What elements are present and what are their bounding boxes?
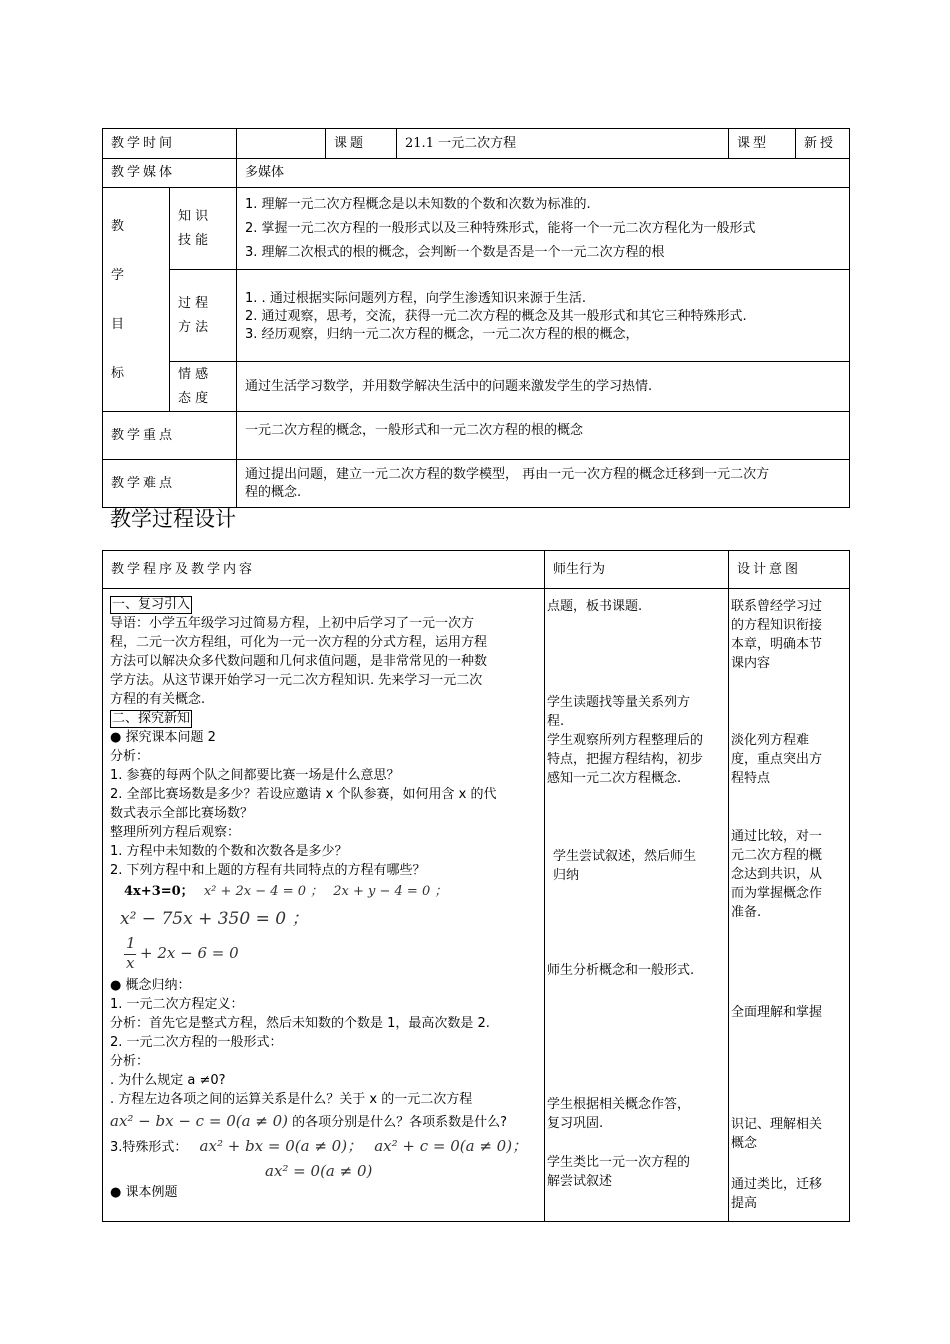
definition-1-analysis: 分析：首先它是整式方程，然后未知数的个数是 1，最高次数是 2. bbox=[110, 1016, 490, 1031]
intent-6 bbox=[731, 1175, 822, 1213]
analysis-label: 分析： bbox=[110, 749, 150, 764]
equation-5 bbox=[110, 934, 538, 976]
intro-line: 方法可以解决众多代数问题和几何求值问题，是非常常见的一种数 bbox=[110, 654, 488, 669]
process-table bbox=[102, 550, 850, 1222]
difficulty-value bbox=[237, 460, 850, 508]
intent-2-line: 淡化列方程难 bbox=[731, 733, 810, 748]
general-form-row bbox=[110, 1109, 538, 1133]
behavior-5 bbox=[547, 1095, 690, 1133]
intent-1-line: 的方程知识衔接 bbox=[731, 618, 823, 633]
process-goal-item: 3. 经历观察，归纳一元二次方程的概念，一元二次方程的根的概念， bbox=[245, 327, 639, 342]
teaching-time-label: 教学时间 bbox=[103, 129, 237, 159]
equation-3: 2x + y − 4 = 0 ； bbox=[333, 884, 448, 899]
question-1: 1. 参赛的每两个队之间都要比赛一场是什么意思？ bbox=[110, 768, 400, 783]
knowledge-goal-item: 1. 理解一元二次方程概念是以未知数的个数和次数为标准的. bbox=[245, 196, 591, 212]
topic-label: 课题 bbox=[326, 129, 397, 159]
intent-4: 全面理解和掌握 bbox=[731, 1005, 823, 1020]
observe-2: 2. 下列方程中和上题的方程有共同特点的方程有哪些？ bbox=[110, 863, 426, 878]
goals-label bbox=[103, 188, 170, 412]
difficulty-label: 教学难点 bbox=[103, 460, 237, 508]
observe-1: 1. 方程中未知数的个数和次数各是多少？ bbox=[110, 844, 348, 859]
intent-2-line: 度，重点突出方 bbox=[731, 752, 823, 767]
section-title: 教学过程设计 bbox=[110, 507, 236, 531]
definition-2-analysis: 分析： bbox=[110, 1054, 150, 1069]
process-goal-item: 1. . 通过根据实际问题列方程，向学生渗透知识来源于生活. bbox=[245, 291, 586, 306]
key-point-value: 一元二次方程的概念，一般形式和一元二次方程的根的概念 bbox=[237, 412, 850, 460]
behavior-2-line: 学生读题找等量关系列方 bbox=[547, 695, 691, 710]
emotion-goal: 通过生活学习数学，并用数学解决生活中的问题来激发学生的学习热情. bbox=[237, 362, 850, 412]
intro-line: 方程的有关概念. bbox=[110, 692, 206, 707]
behavior-column bbox=[545, 589, 729, 1222]
intent-6-line: 提高 bbox=[731, 1196, 758, 1211]
special-form-2: ax² + c = 0(a ≠ 0)； bbox=[374, 1137, 528, 1155]
content-column bbox=[103, 589, 545, 1222]
section-review-title: 一、复习引入 bbox=[112, 597, 191, 612]
intent-2-line: 程特点 bbox=[731, 771, 771, 786]
media-label: 教学媒体 bbox=[103, 159, 237, 188]
knowledge-label-line: 知 识 bbox=[178, 208, 209, 224]
intro-line: 学方法。从这节课开始学习一元二次方程知识. 先来学习一元二次 bbox=[110, 673, 483, 688]
equation-1: 4x+3=0； bbox=[124, 884, 194, 899]
intent-5 bbox=[731, 1115, 822, 1153]
behavior-3-line: 学生尝试叙述，然后师生 bbox=[553, 849, 697, 864]
topic-value: 21.1 一元二次方程 bbox=[397, 129, 729, 159]
process-label bbox=[170, 270, 237, 362]
knowledge-label bbox=[170, 188, 237, 270]
explore-bullet: ● 探究课本问题 2 bbox=[110, 730, 216, 745]
intent-1-line: 课内容 bbox=[731, 656, 771, 671]
example-bullet: ● 课本例题 bbox=[110, 1185, 178, 1200]
special-forms-label: 3.特殊形式： bbox=[110, 1140, 188, 1155]
difficulty-line: 通过提出问题，建立一元二次方程的数学模型， 再由一元一次方程的概念迁移到一元二次方 bbox=[245, 466, 770, 482]
behavior-2-line: 感知一元二次方程概念. bbox=[547, 771, 682, 786]
intent-3-line: 元二次方程的概 bbox=[731, 848, 823, 863]
behavior-6 bbox=[547, 1153, 690, 1191]
intent-3-line: 准备. bbox=[731, 905, 762, 920]
intent-column bbox=[729, 589, 850, 1222]
lesson-info-table bbox=[102, 128, 850, 508]
fraction-denominator: x bbox=[126, 954, 135, 972]
header-intent: 设计意图 bbox=[729, 551, 850, 589]
general-form-question: 的各项分别是什么？各项系数是什么? bbox=[292, 1115, 508, 1130]
general-form-equation: ax² − bx − c = 0(a ≠ 0) bbox=[110, 1112, 289, 1130]
emotion-label-line: 态 度 bbox=[178, 390, 209, 406]
equation-row bbox=[110, 880, 538, 904]
behavior-5-line: 复习巩固. bbox=[547, 1116, 604, 1131]
behavior-1: 点题，板书课题. bbox=[547, 599, 643, 614]
observe-label: 整理所列方程后观察： bbox=[110, 825, 241, 840]
question-2: 2. 全部比赛场数是多少？若设应邀请 x 个队参赛，如何用含 x 的代 bbox=[110, 787, 497, 802]
behavior-6-line: 学生类比一元一次方程的 bbox=[547, 1155, 691, 1170]
definition-2: 2. 一元二次方程的一般形式： bbox=[110, 1035, 283, 1050]
intent-5-line: 概念 bbox=[731, 1136, 758, 1151]
process-goals bbox=[237, 270, 850, 362]
intent-5-line: 识记、理解相关 bbox=[731, 1117, 823, 1132]
key-point-label: 教学重点 bbox=[103, 412, 237, 460]
intent-3-line: 念达到共识，从 bbox=[731, 867, 823, 882]
goals-char: 目 bbox=[111, 316, 125, 332]
intro-line: 导语：小学五年级学习过简易方程，上初中后学习了一元一次方 bbox=[110, 616, 475, 631]
emotion-label bbox=[170, 362, 237, 412]
behavior-3 bbox=[553, 847, 696, 885]
goals-char: 标 bbox=[111, 365, 125, 381]
intent-3 bbox=[731, 827, 822, 922]
equation-5-rest: + 2x − 6 = 0 bbox=[140, 944, 239, 962]
special-form-1: ax² + bx = 0(a ≠ 0)； bbox=[199, 1137, 363, 1155]
behavior-4: 师生分析概念和一般形式. bbox=[547, 963, 695, 978]
intent-3-line: 通过比较，对一 bbox=[731, 829, 823, 844]
header-behavior: 师生行为 bbox=[545, 551, 729, 589]
goals-char: 学 bbox=[111, 267, 125, 283]
knowledge-goal-item: 2. 掌握一元二次方程的一般形式以及三种特殊形式，能将一个一元二次方程化为一般形式 bbox=[245, 220, 756, 236]
intro-line: 程，二元一次方程组，可化为一元一次方程的分式方程，运用方程 bbox=[110, 635, 488, 650]
knowledge-label-line: 技 能 bbox=[178, 232, 209, 248]
intent-1-line: 联系曾经学习过 bbox=[731, 599, 823, 614]
lesson-type-value: 新授 bbox=[796, 129, 850, 159]
intent-1 bbox=[731, 597, 822, 673]
behavior-2-line: 特点，把握方程结构，初步 bbox=[547, 752, 704, 767]
special-forms-row bbox=[110, 1133, 538, 1159]
intent-2 bbox=[731, 731, 822, 788]
concept-bullet: ● 概念归纳： bbox=[110, 978, 191, 993]
behavior-2-line: 程. bbox=[547, 714, 565, 729]
intent-6-line: 通过类比，迁移 bbox=[731, 1177, 823, 1192]
process-goal-item: 2. 通过观察，思考，交流，获得一元二次方程的概念及其一般形式和其它三种特殊形式. bbox=[245, 309, 747, 324]
goals-char: 教 bbox=[111, 218, 125, 234]
fraction-numerator: 1 bbox=[126, 934, 136, 952]
why-question: . 为什么规定 a ≠0? bbox=[110, 1073, 226, 1088]
media-value: 多媒体 bbox=[237, 159, 850, 188]
difficulty-line: 程的概念. bbox=[245, 484, 302, 500]
emotion-label-line: 情 感 bbox=[178, 366, 209, 382]
knowledge-goal-item: 3. 理解二次根式的根的概念，会判断一个数是否是一个一元二次方程的根 bbox=[245, 244, 665, 260]
intent-3-line: 而为掌握概念作 bbox=[731, 886, 823, 901]
behavior-2 bbox=[547, 693, 703, 788]
equation-2: x² + 2x − 4 = 0 ； bbox=[203, 884, 324, 899]
section-explore-title: 二、探究新知 bbox=[112, 711, 191, 726]
teaching-time-value bbox=[237, 129, 326, 159]
knowledge-goals bbox=[237, 188, 850, 270]
relation-question: . 方程左边各项之间的运算关系是什么？关于 x 的一元二次方程 bbox=[110, 1092, 473, 1107]
behavior-2-line: 学生观察所列方程整理后的 bbox=[547, 733, 704, 748]
special-form-3: ax² = 0(a ≠ 0) bbox=[265, 1162, 373, 1180]
behavior-3-line: 归纳 bbox=[553, 868, 580, 883]
question-2-cont: 数式表示全部比赛场数？ bbox=[110, 806, 254, 821]
equation-4: x² − 75x + 350 = 0 ； bbox=[120, 909, 309, 929]
header-content: 教学程序及教学内容 bbox=[103, 551, 545, 589]
lesson-type-label: 课型 bbox=[729, 129, 796, 159]
intent-1-line: 本章，明确本节 bbox=[731, 637, 823, 652]
behavior-6-line: 解尝试叙述 bbox=[547, 1174, 613, 1189]
process-label-line: 过 程 bbox=[178, 295, 209, 311]
definition-1: 1. 一元二次方程定义： bbox=[110, 997, 244, 1012]
process-label-line: 方 法 bbox=[178, 319, 209, 335]
behavior-5-line: 学生根据相关概念作答， bbox=[547, 1097, 691, 1112]
